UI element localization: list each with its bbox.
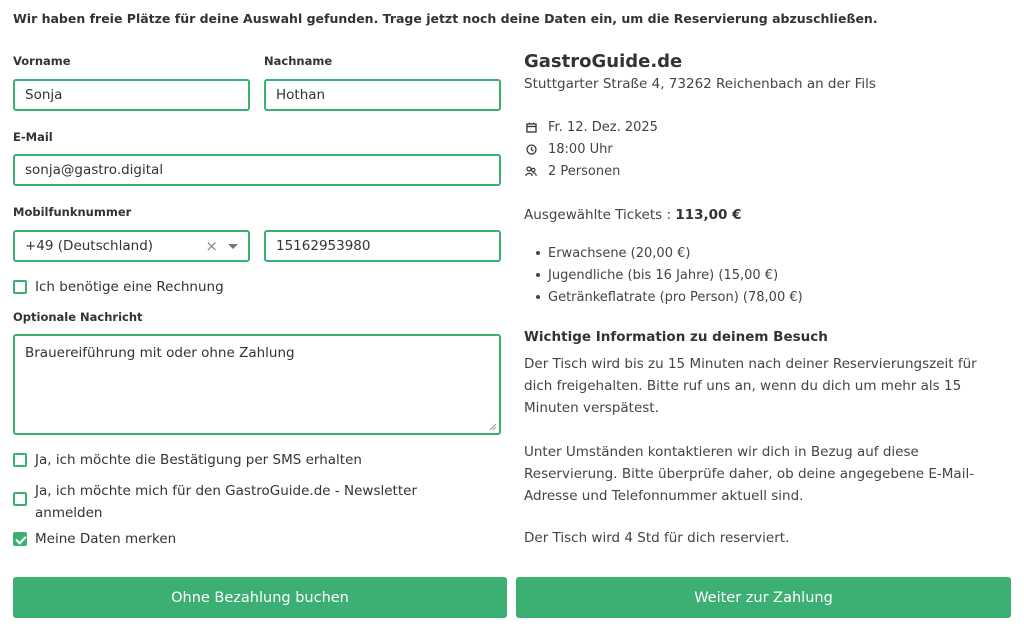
last-name-label: Nachname	[264, 54, 333, 68]
last-name-field[interactable]: Hothan	[264, 79, 501, 111]
calendar-icon	[524, 122, 538, 133]
clear-icon[interactable]: ×	[205, 237, 218, 255]
list-item: Erwachsene (20,00 €)	[536, 242, 803, 264]
info-paragraph-duration: Der Tisch wird 4 Std für dich reserviert.	[524, 530, 790, 546]
first-name-field[interactable]: Sonja	[13, 79, 250, 111]
selected-tickets-label: Ausgewählte Tickets :	[524, 207, 676, 223]
venue-address: Stuttgarter Straße 4, 73262 Reichenbach an der Fils	[524, 76, 876, 92]
selected-tickets-total: 113,00 €	[675, 207, 742, 223]
booking-persons	[524, 164, 620, 179]
ticket-list	[536, 242, 803, 308]
newsletter-checkbox-label: Ja, ich möchte mich für den GastroGuide.de - Newsletter anmelden	[35, 483, 417, 521]
message-value: Brauereiführung mit oder ohne Zahlung	[25, 345, 295, 361]
remember-checkbox-label: Meine Daten merken	[35, 531, 177, 547]
booking-date-text: Fr. 12. Dez. 2025	[548, 120, 658, 135]
message-label: Optionale Nachricht	[13, 310, 143, 324]
resize-handle-icon[interactable]	[489, 423, 497, 431]
message-textarea[interactable]	[13, 334, 501, 435]
email-label: E-Mail	[13, 130, 53, 144]
intro-text: Wir haben freie Plätze für deine Auswahl gefunden. Trage jetzt noch deine Daten ein, um die Reservierung abzuschließen.	[13, 11, 878, 26]
clock-icon	[524, 144, 538, 155]
country-code-select[interactable]	[13, 230, 250, 262]
booking-time-text: 18:00 Uhr	[548, 142, 613, 157]
info-paragraph-contact: Unter Umständen kontaktieren wir dich in Bezug auf diese Reservierung. Bitte überprüfe daher, ob deine angegebene E-Mail-Adresse und Telefonnummer aktuell sind.	[524, 444, 975, 504]
newsletter-checkbox-row[interactable]	[13, 480, 483, 524]
invoice-checkbox-row[interactable]	[13, 279, 224, 295]
info-heading: Wichtige Information zu deinem Besuch	[524, 329, 828, 345]
sms-checkbox-row[interactable]	[13, 452, 362, 468]
book-without-payment-button[interactable]: Ohne Bezahlung buchen	[13, 577, 507, 618]
booking-date	[524, 120, 658, 135]
phone-number-field[interactable]: 15162953980	[264, 230, 501, 262]
sms-checkbox[interactable]	[13, 453, 27, 467]
newsletter-checkbox[interactable]	[13, 492, 27, 506]
booking-time	[524, 142, 613, 157]
invoice-checkbox-label: Ich benötige eine Rechnung	[35, 279, 224, 295]
selected-tickets-summary	[524, 207, 742, 223]
chevron-down-icon[interactable]	[228, 244, 238, 249]
country-code-value: +49 (Deutschland)	[25, 238, 154, 254]
remember-checkbox-row[interactable]	[13, 531, 176, 547]
booking-persons-text: 2 Personen	[548, 164, 621, 179]
list-item: Jugendliche (bis 16 Jahre) (15,00 €)	[536, 264, 803, 286]
invoice-checkbox[interactable]	[13, 280, 27, 294]
first-name-label: Vorname	[13, 54, 71, 68]
phone-label: Mobilfunknummer	[13, 205, 132, 219]
venue-name: GastroGuide.de	[524, 51, 683, 72]
sms-checkbox-label: Ja, ich möchte die Bestätigung per SMS erhalten	[35, 452, 362, 468]
info-paragraph-hold-time: Der Tisch wird bis zu 15 Minuten nach deiner Reservierungszeit für dich freigehalten. Bitte ruf uns an, wenn du dich um mehr als 15 Minuten verspätest.	[524, 356, 977, 416]
list-item: Getränkeflatrate (pro Person) (78,00 €)	[536, 286, 803, 308]
email-field[interactable]: sonja@gastro.digital	[13, 154, 501, 186]
remember-checkbox[interactable]	[13, 532, 27, 546]
people-icon	[524, 166, 538, 177]
continue-to-payment-button[interactable]: Weiter zur Zahlung	[516, 577, 1011, 618]
